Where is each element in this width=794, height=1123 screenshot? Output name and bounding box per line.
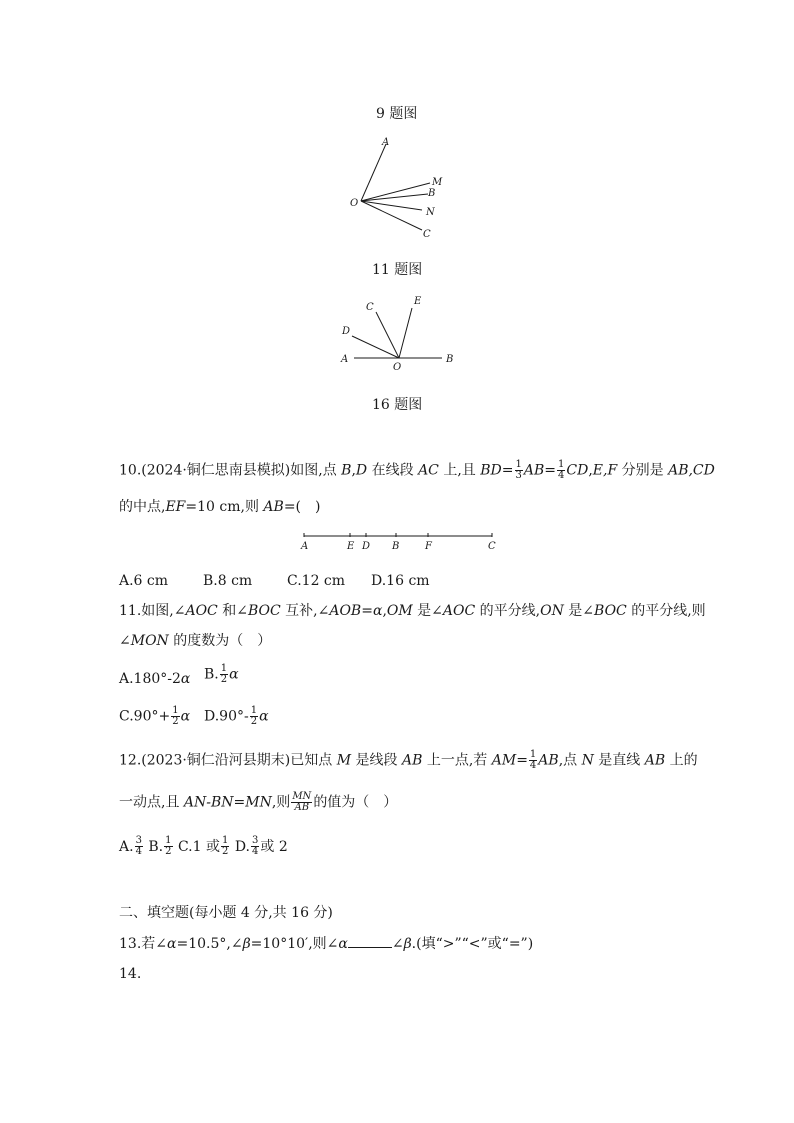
fraction: $\frac{3}{4}$ bbox=[252, 835, 259, 857]
ray-oa bbox=[361, 144, 386, 201]
label-a: A bbox=[301, 541, 309, 552]
fraction: $\frac{3}{4}$ bbox=[135, 835, 142, 857]
label-c: C bbox=[423, 229, 431, 240]
fraction: $\frac{1}{2}$ bbox=[172, 705, 179, 727]
fraction: $\frac{1}{2}$ bbox=[165, 835, 172, 857]
label-b: B bbox=[392, 541, 400, 552]
q10-line1: 10.(2024·铜仁思南县模拟)如图,点 B,D 在线段 AC 上,且 BD= $\frac{1}{3}$ AB= $\frac{1}{4}$ CD,E,F 分别是 AB,CD bbox=[119, 459, 715, 481]
fig11-caption: 11 题图 bbox=[372, 262, 423, 278]
q10-segment-diagram bbox=[296, 528, 500, 554]
fraction: $\frac{1}{2}$ bbox=[220, 663, 228, 685]
q14-number: 14. bbox=[119, 966, 142, 982]
ray-om bbox=[361, 183, 430, 201]
answer-blank[interactable] bbox=[348, 933, 392, 948]
ray-oc bbox=[376, 312, 399, 358]
q12-options bbox=[119, 836, 288, 857]
q11-line2: ∠MON 的度数为（ ） bbox=[119, 633, 272, 649]
label-n: N bbox=[426, 207, 435, 218]
q10-line2: 的中点,EF=10 cm,则 AB=( ) bbox=[119, 499, 321, 515]
fig16-caption: 16 题图 bbox=[372, 397, 423, 413]
q10-option-a[interactable]: A.6 cm bbox=[119, 573, 169, 589]
q12-option-a[interactable]: A. $\frac{3}{4}$ bbox=[119, 835, 142, 857]
q13-line: 13.若∠α=10.5°,∠β=10°10′,则∠α ∠β.(填“>”“<”或“=”) bbox=[119, 933, 533, 954]
q11-line1: 11.如图,∠AOC 和∠BOC 互补,∠AOB=α,OM 是∠AOC 的平分线,ON 是∠BOC 的平分线,则 bbox=[119, 603, 706, 619]
label-e: E bbox=[414, 296, 422, 307]
q12-line1: 12.(2023·铜仁沿河县期末)已知点 M 是线段 AB 上一点,若 AM= $\frac{1}{4}$ AB,点 N 是直线 AB 上的 bbox=[119, 749, 698, 771]
fraction: $\frac{1}{2}$ bbox=[222, 835, 229, 857]
ray-od bbox=[352, 336, 399, 358]
q10-option-c[interactable]: C.12 cm bbox=[287, 573, 346, 589]
q10-option-b[interactable]: B.8 cm bbox=[203, 573, 253, 589]
q11-option-c[interactable]: C.90°+ $\frac{1}{2}$ α bbox=[119, 705, 191, 727]
q10-option-d[interactable]: D.16 cm bbox=[371, 573, 430, 589]
q12-line2: 一动点,且 AN-BN=MN,则 $\frac{MN}{AB}$ 的值为（ ） bbox=[119, 791, 398, 813]
label-o: O bbox=[393, 362, 402, 373]
label-o: O bbox=[350, 198, 359, 209]
label-f: F bbox=[425, 541, 432, 552]
label-e: E bbox=[347, 541, 355, 552]
q12-option-d[interactable]: D. $\frac{3}{4}$ 或 2 bbox=[234, 835, 288, 857]
label-d: D bbox=[342, 326, 351, 337]
q11-option-a[interactable]: A.180°-2α bbox=[119, 671, 191, 687]
fraction: $\frac{1}{2}$ bbox=[250, 705, 258, 727]
fig16-diagram bbox=[336, 290, 466, 374]
label-b: B bbox=[446, 354, 454, 365]
fraction: $\frac{1}{4}$ bbox=[558, 459, 565, 481]
q12-option-c[interactable]: C.1 或 $\frac{1}{2}$ bbox=[177, 835, 229, 857]
ray-oe bbox=[399, 308, 412, 358]
section-title: 二、填空题(每小题 4 分,共 16 分) bbox=[119, 905, 333, 921]
fig9-caption: 9 题图 bbox=[376, 106, 418, 122]
ray-ob bbox=[361, 194, 428, 201]
label-m: M bbox=[432, 177, 443, 188]
label-a: A bbox=[341, 354, 349, 365]
fraction: $\frac{1}{4}$ bbox=[529, 749, 537, 771]
label-d: D bbox=[362, 541, 371, 552]
label-b: B bbox=[428, 188, 436, 199]
q11-option-b[interactable]: B. $\frac{1}{2}$ α bbox=[204, 663, 239, 685]
q11-option-d[interactable]: D.90°- $\frac{1}{2}$ α bbox=[204, 705, 269, 727]
label-a: A bbox=[382, 137, 390, 148]
label-c: C bbox=[366, 302, 374, 313]
fig11-diagram bbox=[340, 132, 460, 242]
label-c: C bbox=[488, 541, 496, 552]
fraction: $\frac{1}{3}$ bbox=[515, 459, 522, 481]
q12-option-b[interactable]: B. $\frac{1}{2}$ bbox=[148, 835, 172, 857]
fraction: $\frac{MN}{AB}$ bbox=[292, 791, 312, 813]
